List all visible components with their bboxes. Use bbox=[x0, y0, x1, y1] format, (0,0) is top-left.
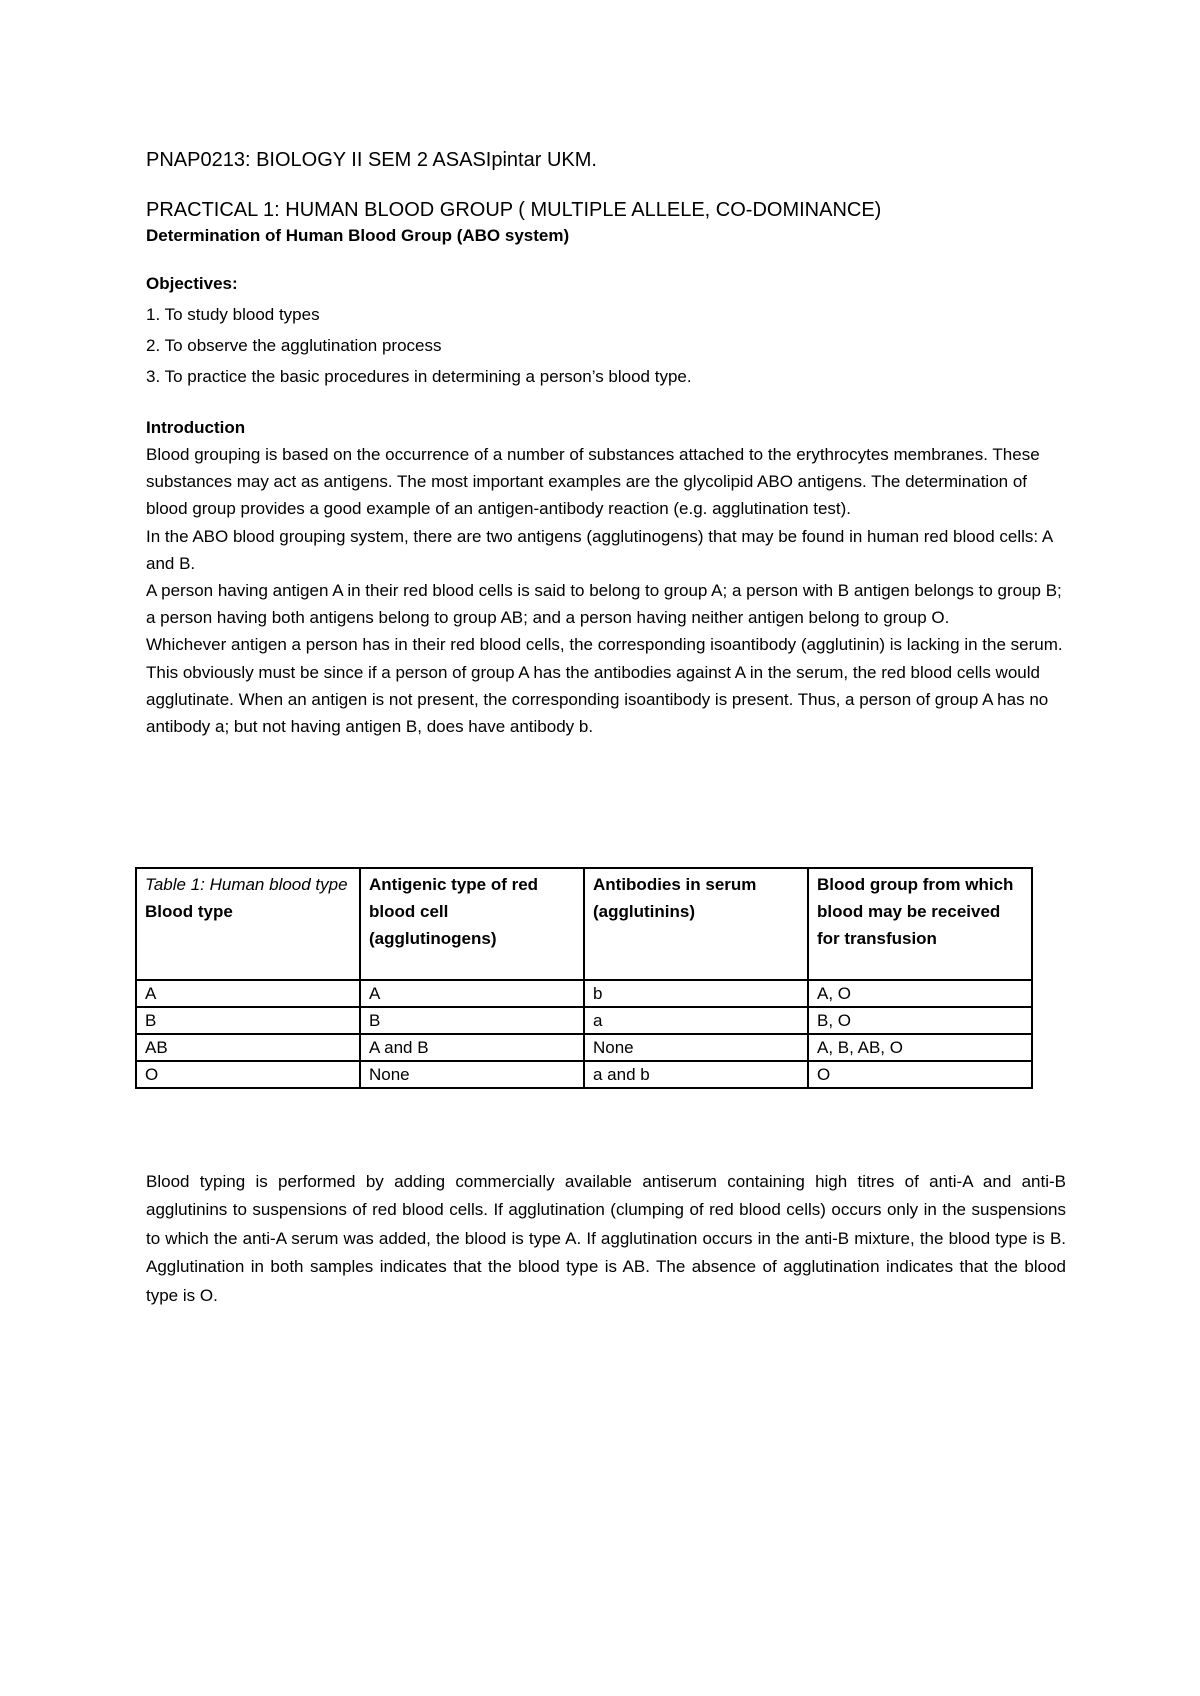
introduction-paragraph: A person having antigen A in their red blood cells is said to belong to group A; a person with B antigen belongs to group B; a person having both antigens belong to group AB; and a person having neither antigen belong to group O. bbox=[146, 581, 1062, 628]
introduction-paragraph: In the ABO blood grouping system, there are two antigens (agglutinogens) that may be found in human red blood cells: A and B. bbox=[146, 526, 1053, 573]
table-header-cell: Antigenic type of red blood cell (agglutinogens) bbox=[360, 868, 584, 980]
blood-type-table bbox=[135, 867, 1033, 1089]
table-row bbox=[136, 1007, 1032, 1034]
table-header-row bbox=[136, 868, 1032, 980]
table-cell: A and B bbox=[360, 1034, 584, 1061]
table-header-label: Blood type bbox=[145, 902, 233, 921]
blood-typing-paragraph: Blood typing is performed by adding commercially available antiserum containing high titres of anti-A and anti-B agglutinins to suspensions of red blood cells. If agglutination (clumping of red blood cells) occurs only in the suspensions to which the anti-A serum was added, the blood is type A. If agglutination occurs in the anti-B mixture, the blood type is B. Agglutination in both samples indicates that the blood type is AB. The absence of agglutination indicates that the blood type is O. bbox=[146, 1172, 1066, 1305]
table-header-cell bbox=[136, 868, 360, 980]
practical-subtitle: Determination of Human Blood Group (ABO system) bbox=[146, 226, 570, 245]
table-header-cell: Antibodies in serum (agglutinins) bbox=[584, 868, 808, 980]
introduction-section bbox=[146, 414, 1066, 740]
introduction-paragraph: Blood grouping is based on the occurrence of a number of substances attached to the erythrocytes membranes. These substances may act as antigens. The most important examples are the glycolipid ABO antigens. The determination of blood group provides a good example of an antigen-antibody reaction (e.g. agglutination test). bbox=[146, 445, 1040, 519]
table-cell: A, O bbox=[808, 980, 1032, 1007]
table-cell: A, B, AB, O bbox=[808, 1034, 1032, 1061]
table-cell: B, O bbox=[808, 1007, 1032, 1034]
objective-item: 1. To study blood types bbox=[146, 305, 320, 324]
table-cell: O bbox=[136, 1061, 360, 1088]
document-page bbox=[146, 146, 1066, 740]
practical-title: PRACTICAL 1: HUMAN BLOOD GROUP ( MULTIPLE ALLELE, CO-DOMINANCE) bbox=[146, 199, 882, 221]
table-row bbox=[136, 1061, 1032, 1088]
table-cell: B bbox=[360, 1007, 584, 1034]
introduction-heading: Introduction bbox=[146, 418, 246, 437]
objective-item: 2. To observe the agglutination process bbox=[146, 336, 442, 355]
table-cell: B bbox=[136, 1007, 360, 1034]
table-cell: A bbox=[136, 980, 360, 1007]
table-cell: a bbox=[584, 1007, 808, 1034]
table-header-cell: Blood group from which blood may be received for transfusion bbox=[808, 868, 1032, 980]
introduction-paragraph: Whichever antigen a person has in their red blood cells, the corresponding isoantibody (agglutinin) is lacking in the serum. This obviously must be since if a person of group A has the antibodies against A in the serum, the red blood cells would agglutinate. When an antigen is not present, the corresponding isoantibody is present. Thus, a person of group A has no antibody a; but not having antigen B, does have antibody b. bbox=[146, 635, 1063, 737]
table-row bbox=[136, 980, 1032, 1007]
table-cell: None bbox=[360, 1061, 584, 1088]
table-cell: A bbox=[360, 980, 584, 1007]
table-cell: O bbox=[808, 1061, 1032, 1088]
objectives-list bbox=[146, 299, 1066, 392]
course-line: PNAP0213: BIOLOGY II SEM 2 ASASIpintar UKM. bbox=[146, 149, 597, 171]
table-cell: AB bbox=[136, 1034, 360, 1061]
table-row bbox=[136, 1034, 1032, 1061]
table-cell: a and b bbox=[584, 1061, 808, 1088]
objectives-section bbox=[146, 270, 1066, 392]
objective-item: 3. To practice the basic procedures in determining a person’s blood type. bbox=[146, 367, 692, 386]
table-cell: b bbox=[584, 980, 808, 1007]
table-cell: None bbox=[584, 1034, 808, 1061]
objectives-heading: Objectives: bbox=[146, 274, 238, 293]
table-caption: Table 1: Human blood type bbox=[145, 875, 348, 894]
